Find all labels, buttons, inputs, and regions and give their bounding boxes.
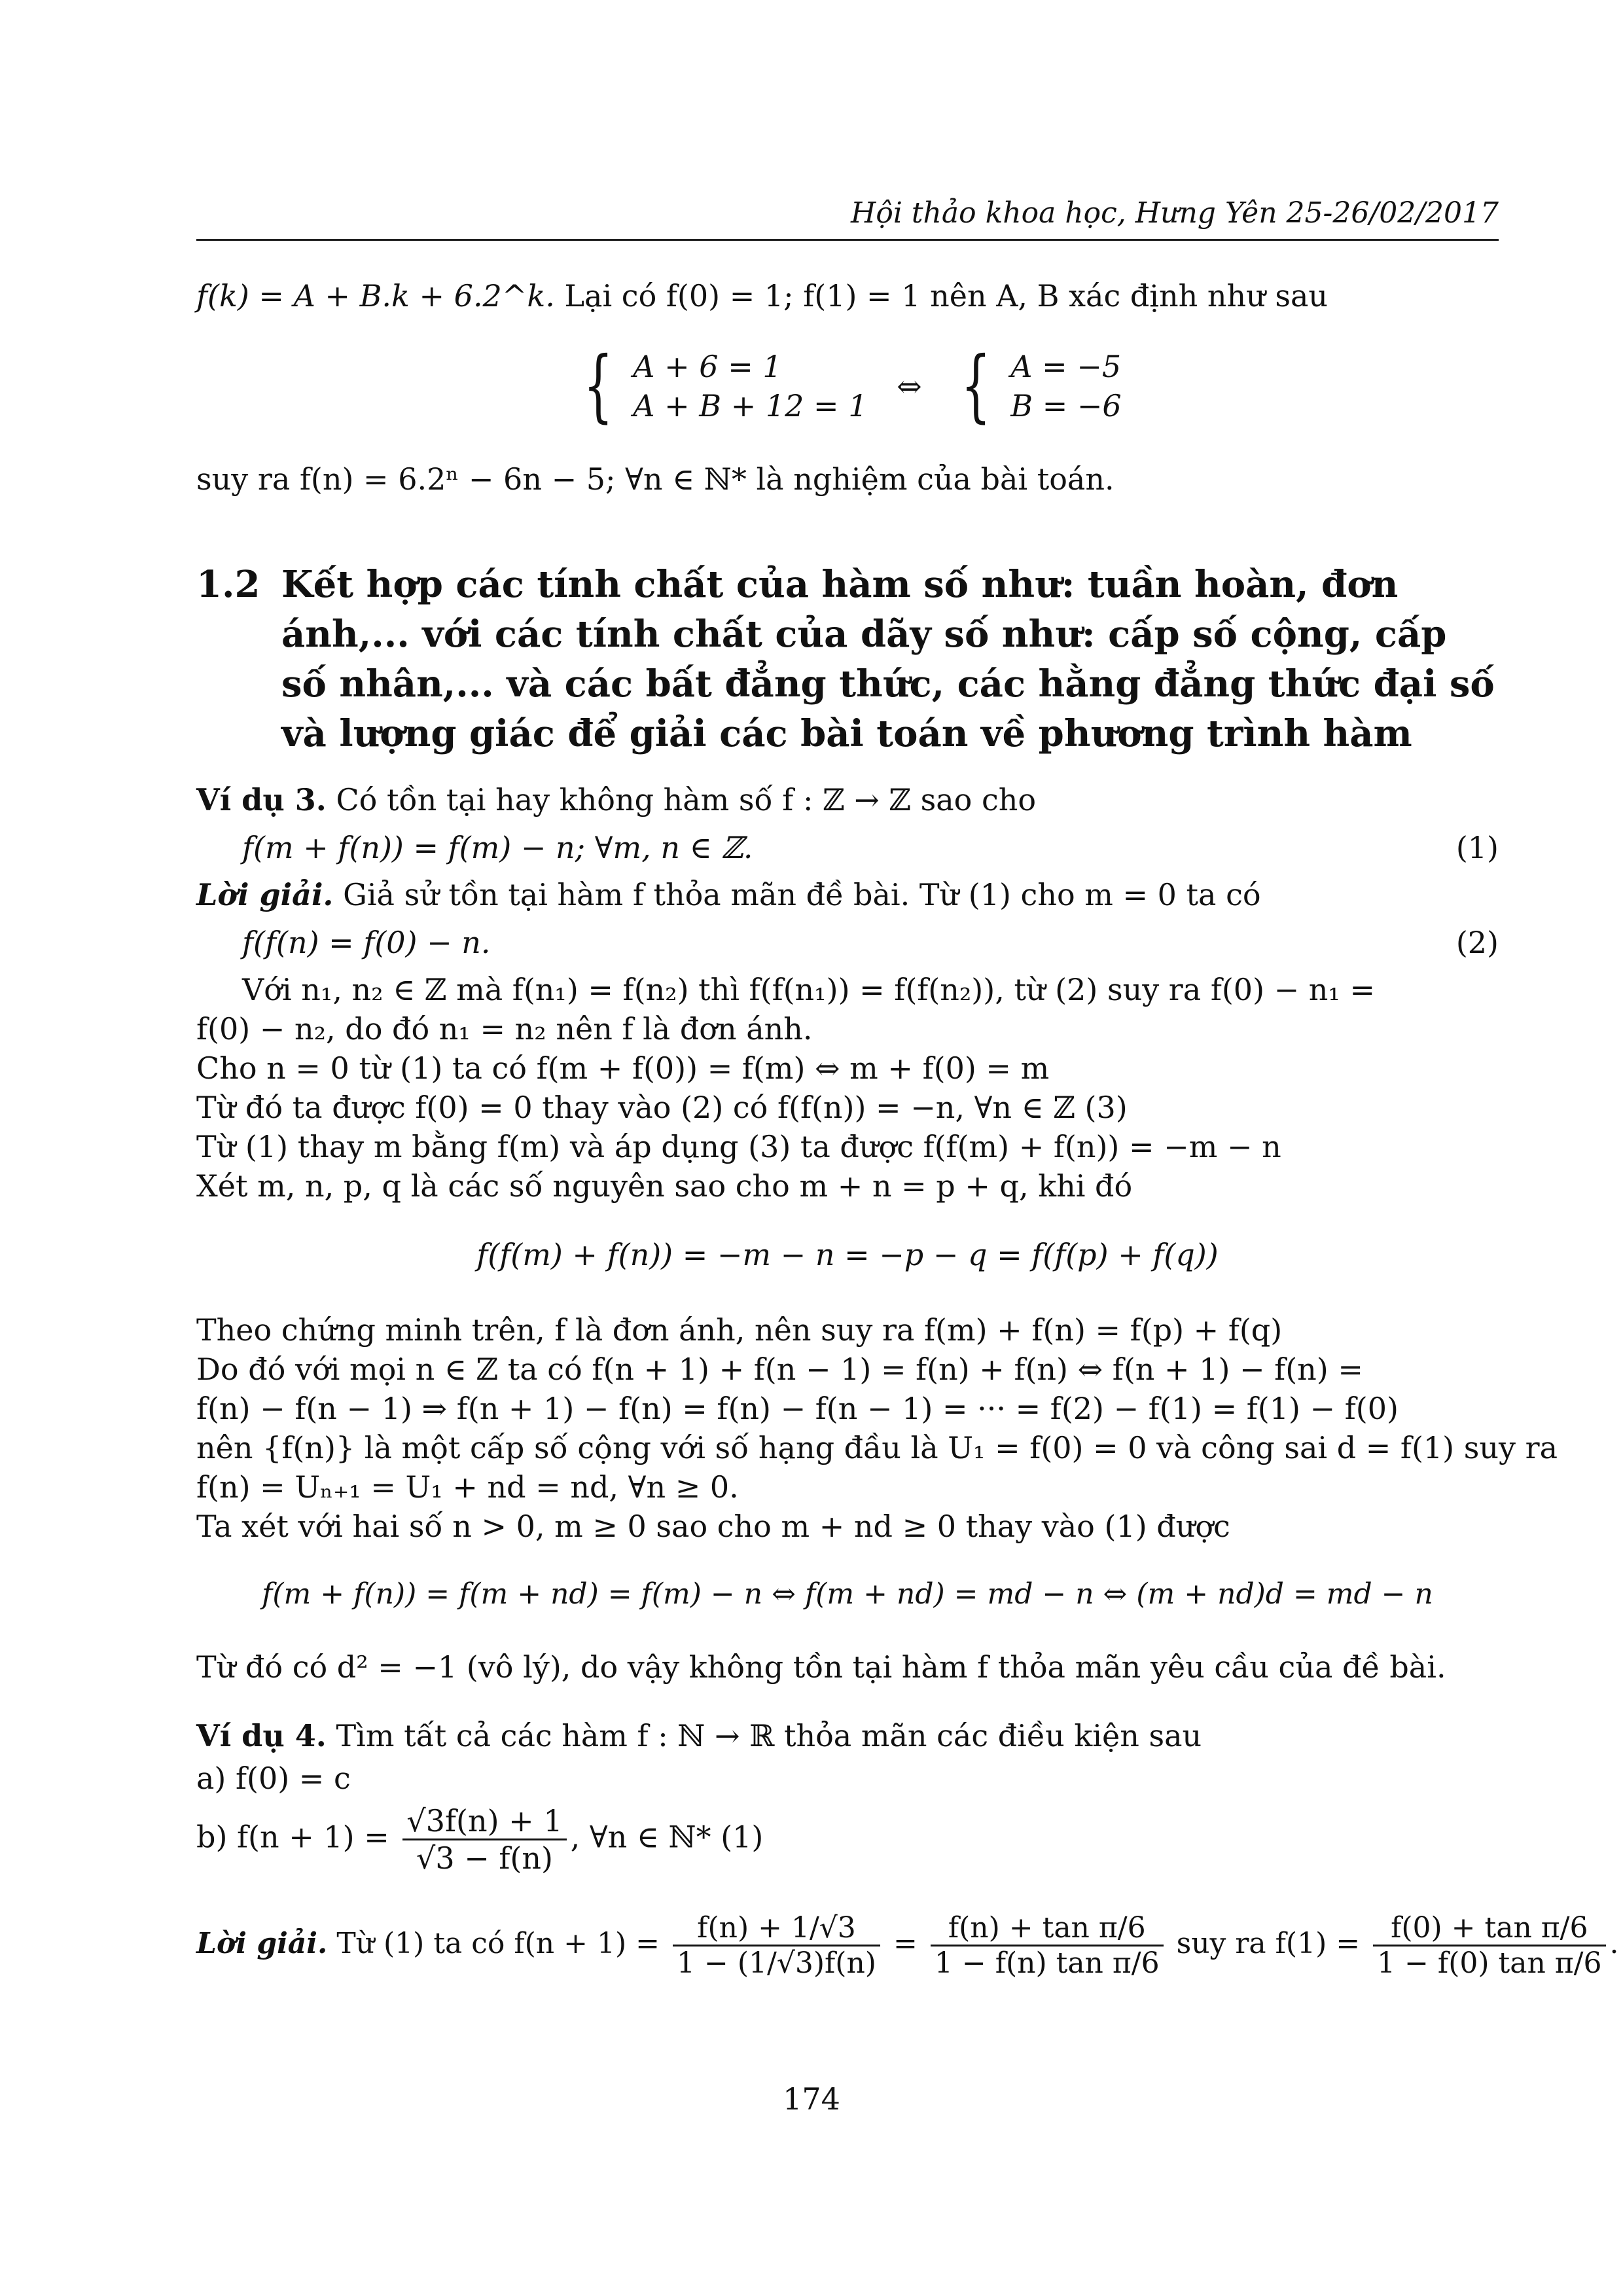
section-heading — [196, 560, 1499, 759]
example-3-label: Ví dụ 3. — [196, 782, 327, 817]
paragraph-intro — [196, 278, 1499, 314]
fraction-denominator: 1 − f(n) tan π/6 — [934, 1946, 1160, 1980]
section-number: 1.2 — [196, 563, 260, 606]
text-line: Cho n = 0 từ (1) ta có f(m + f(0)) = f(m) ⇔ m + f(0) = m — [196, 1050, 1050, 1086]
solution-3-intro — [196, 877, 1499, 912]
text-line: Theo chứng minh trên, f là đơn ánh, nên suy ra f(m) + f(n) = f(p) + f(q) — [196, 1312, 1283, 1348]
system-left-row-2: A + B + 12 = 1 — [633, 388, 868, 423]
text-line: Ta xét với hai số n > 0, m ≥ 0 sao cho m + nd ≥ 0 thay vào (1) được — [196, 1509, 1230, 1544]
text-line: Từ (1) thay m bằng f(m) và áp dụng (3) ta được f(f(m) + f(n)) = −m − n — [196, 1129, 1281, 1164]
left-brace-icon: { — [583, 340, 614, 431]
example-4 — [196, 1718, 1499, 1753]
fraction-numerator: f(n) + 1/√3 — [673, 1911, 880, 1946]
fraction-numerator: √3f(n) + 1 — [402, 1803, 566, 1840]
text-line: Xét m, n, p, q là các số nguyên sao cho m + n = p + q, khi đó — [196, 1168, 1133, 1204]
section-title: Kết hợp các tính chất của hàm số như: tuần hoàn, đơn ánh,... với các tính chất của dãy số như: cấp số cộng, cấp số nhân,... và các bất đẳng thức, các hằng đẳng thức đại số và lượng giác để giải các bài toán về phương trình hàm — [281, 563, 1495, 755]
solution-label: Lời giải. — [196, 877, 334, 912]
fraction — [1373, 1911, 1605, 1980]
fraction-numerator: f(0) + tan π/6 — [1373, 1911, 1605, 1946]
solution-label: Lời giải. — [196, 1927, 328, 1960]
solution-4-mid: suy ra f(1) = — [1176, 1927, 1361, 1960]
display-equation-2: f(m + f(n)) = f(m + nd) = f(m) − n ⇔ f(m + nd) = md − n ⇔ (m + nd)d = md − n — [262, 1577, 1433, 1611]
display-equation-1: f(f(m) + f(n)) = −m − n = −p − q = f(f(p) + f(q)) — [476, 1237, 1219, 1272]
example-3 — [196, 782, 1499, 817]
solution-4-text: Từ (1) ta có f(n + 1) = — [336, 1927, 660, 1960]
equation-2: f(f(n) = f(0) − n. — [242, 925, 491, 960]
formula-fk: f(k) = A + B.k + 6.2^k. — [196, 278, 555, 314]
condition-b — [196, 1803, 1499, 1876]
paragraph-conclusion: suy ra f(n) = 6.2ⁿ − 6n − 5; ∀n ∈ ℕ* là nghiệm của bài toán. — [196, 461, 1115, 497]
fraction-denominator: √3 − f(n) — [416, 1840, 553, 1876]
example-3-text: Có tồn tại hay không hàm số f : ℤ → ℤ sao cho — [336, 782, 1037, 817]
example-4-text: Tìm tất cả các hàm f : ℕ → ℝ thỏa mãn các điều kiện sau — [336, 1718, 1202, 1753]
right-brace-icon: { — [961, 340, 991, 431]
page-number: 174 — [783, 2081, 840, 2117]
fraction — [931, 1911, 1164, 1980]
equation-1-number: (1) — [1455, 830, 1499, 865]
system-right — [1010, 347, 1121, 425]
condition-b-prefix: b) f(n + 1) = — [196, 1819, 389, 1855]
system-right-row-1: A = −5 — [1010, 349, 1122, 384]
text-line: Từ đó có d² = −1 (vô lý), do vậy không tồn tại hàm f thỏa mãn yêu cầu của đề bài. — [196, 1649, 1446, 1685]
text-line: Từ đó ta được f(0) = 0 thay vào (2) có f(f(n)) = −n, ∀n ∈ ℤ (3) — [196, 1090, 1128, 1125]
fraction — [402, 1803, 566, 1876]
fraction — [673, 1911, 880, 1980]
period: . — [1609, 1927, 1619, 1960]
text-line: nên {f(n)} là một cấp số cộng với số hạng đầu là U₁ = f(0) = 0 và công sai d = f(1) suy ra — [196, 1430, 1558, 1465]
system-left-row-1: A + 6 = 1 — [633, 349, 782, 384]
equation-2-number: (2) — [1455, 925, 1499, 960]
equals-sign: = — [893, 1927, 918, 1960]
fraction-denominator: 1 − (1/√3)f(n) — [677, 1946, 876, 1980]
solution-4 — [196, 1911, 1619, 1980]
solution-3-text: Giả sử tồn tại hàm f thỏa mãn đề bài. Từ (1) cho m = 0 ta có — [343, 877, 1261, 912]
text-line: Với n₁, n₂ ∈ ℤ mà f(n₁) = f(n₂) thì f(f(n₁)) = f(f(n₂)), từ (2) suy ra f(0) − n₁ = — [242, 972, 1376, 1007]
equivalence-symbol: ⇔ — [897, 368, 922, 404]
text-line: f(0) − n₂, do đó n₁ = n₂ nên f là đơn ánh. — [196, 1011, 813, 1047]
equation-1: f(m + f(n)) = f(m) − n; ∀m, n ∈ ℤ. — [242, 830, 753, 865]
example-4-label: Ví dụ 4. — [196, 1718, 327, 1753]
condition-a: a) f(0) = c — [196, 1761, 351, 1796]
text-line: f(n) − f(n − 1) ⇒ f(n + 1) − f(n) = f(n) − f(n − 1) = ··· = f(2) − f(1) = f(1) − f(0) — [196, 1391, 1399, 1426]
fraction-denominator: 1 − f(0) tan π/6 — [1377, 1946, 1602, 1980]
fraction-numerator: f(n) + tan π/6 — [931, 1911, 1164, 1946]
system-right-row-2: B = −6 — [1010, 388, 1122, 423]
running-header: Hội thảo khoa học, Hưng Yên 25-26/02/2017 — [196, 196, 1499, 241]
text-line: f(n) = Uₙ₊₁ = U₁ + nd = nd, ∀n ≥ 0. — [196, 1469, 739, 1505]
intro-text: Lại có f(0) = 1; f(1) = 1 nên A, B xác định như sau — [564, 278, 1329, 314]
text-line: Do đó với mọi n ∈ ℤ ta có f(n + 1) + f(n − 1) = f(n) + f(n) ⇔ f(n + 1) − f(n) = — [196, 1352, 1363, 1387]
equation-system — [196, 340, 1499, 431]
system-left — [633, 347, 867, 425]
condition-b-suffix: , ∀n ∈ ℕ* (1) — [570, 1819, 764, 1855]
